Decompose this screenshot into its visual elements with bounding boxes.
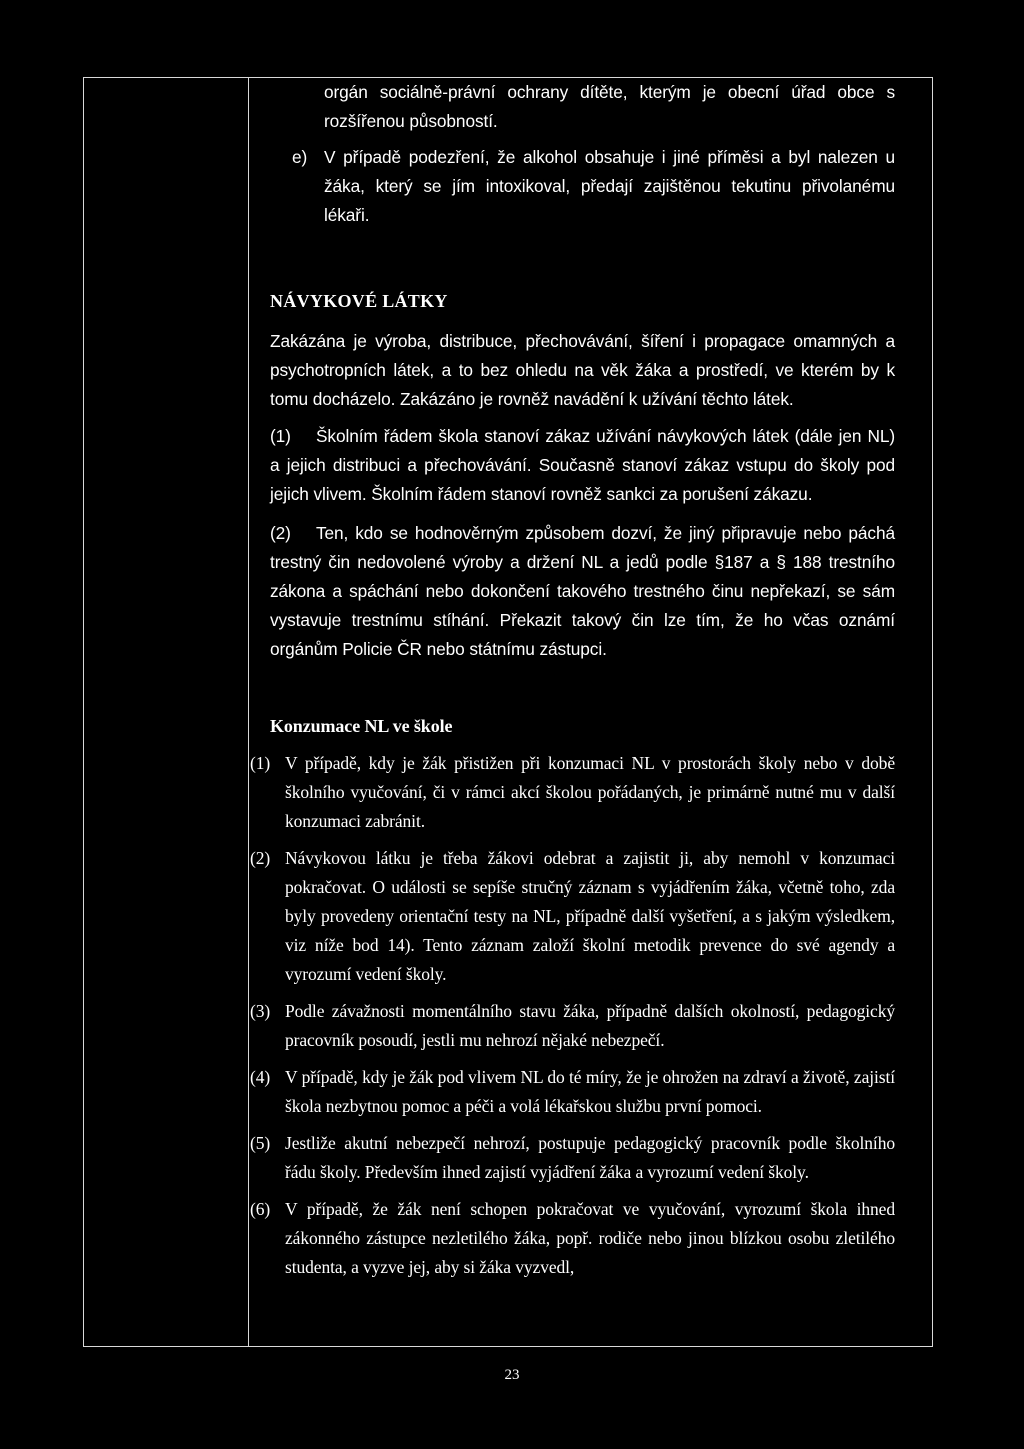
- section-title: NÁVYKOVÉ LÁTKY: [270, 291, 448, 311]
- list-item-number: (1): [250, 753, 271, 773]
- table-left-border: [83, 77, 84, 1347]
- list-item: [250, 1063, 895, 1121]
- section-paragraph: Zakázána je výroba, distribuce, přechovávání, šíření i propagace omamných a psychotropních látek, a to bez ohledu na věk žáka a prostředí, ve kterém by k tomu docházelo. Zakázáno je rovněž navádění k užívání těchto látek.: [270, 331, 895, 409]
- list-item-text: V případě, kdy je žák pod vlivem NL do té míry, že je ohrožen na zdraví a životě, zajistí škola nezbytnou pomoc a péči a volá lékařskou službu první pomoci.: [285, 1067, 895, 1116]
- table-bottom-border: [83, 1346, 933, 1347]
- list-item: [250, 749, 895, 836]
- list-item-text: V případě, že žák není schopen pokračovat ve vyučování, vyrozumí škola ihned zákonného zástupce nezletilého žáka, popř. rodiče nebo jinou blízkou osobu zletilého studenta, a vyzve jej, aby si žáka vyzvedl,: [285, 1199, 895, 1277]
- numbered-paragraph: [270, 519, 895, 664]
- list-item: [250, 997, 895, 1055]
- numbered-paragraph: [270, 422, 895, 509]
- list-item-number: (4): [250, 1067, 271, 1087]
- table-column-divider: [248, 77, 249, 1347]
- list-item-text: Jestliže akutní nebezpečí nehrozí, postupuje pedagogický pracovník podle školního řádu školy. Především ihned zajistí vyjádření žáka a vyrozumí vedení školy.: [285, 1133, 895, 1182]
- list-item: [250, 1195, 895, 1282]
- list-item-text: V případě podezření, že alkohol obsahuje i jiné příměsi a byl nalezen u žáka, který se jím intoxikoval, předají zajištěnou tekutinu přivolanému lékaři.: [324, 147, 895, 225]
- list-item-text: Podle závažnosti momentálního stavu žáka, případně dalších okolností, pedagogický pracovník posoudí, jestli mu nehrozí nějaké nebezpečí.: [285, 1001, 895, 1050]
- list-item-e: [270, 143, 895, 230]
- paragraph-text: Ten, kdo se hodnověrným způsobem dozví, že jiný připravuje nebo páchá trestný čin nedovolené výroby a držení NL a jedů podle §187 a § 188 trestního zákona a spáchání nebo dokončení takového trestného činu nepřekazí, se sám vystavuje trestnímu stíhání. Překazit takový čin lze tím, že ho včas oznámí orgánům Policie ČR nebo státnímu zástupci.: [270, 523, 895, 659]
- list-item-number: (3): [250, 1001, 271, 1021]
- list-item-text: Návykovou látku je třeba žákovi odebrat a zajistit ji, aby nemohl v konzumaci pokračovat. O události se sepíše stručný záznam s vyjádřením žáka, včetně toho, zda byly provedeny orientační testy na NL, případně další vyšetření, a s jakým výsledkem, viz níže bod 14). Tento záznam založí školní metodik prevence do své agendy a vyrozumí vedení školy.: [285, 848, 895, 984]
- list-item-number: (6): [250, 1199, 271, 1219]
- document-content: [250, 78, 895, 1282]
- list-item: [250, 844, 895, 989]
- paragraph-text: Školním řádem škola stanoví zákaz užívání návykových látek (dále jen NL) a jejich distribuci a přechovávání. Současně stanoví zákaz vstupu do školy pod jejich vlivem. Školním řádem stanoví rovněž sankci za porušení zákazu.: [270, 426, 895, 504]
- page-number: 23: [504, 1367, 520, 1383]
- subsection-title: Konzumace NL ve škole: [270, 716, 453, 736]
- table-right-border: [932, 77, 933, 1347]
- intro-text: orgán sociálně-právní ochrany dítěte, kterým je obecní úřad obce s rozšířenou působností.: [324, 82, 895, 131]
- list-item-text: V případě, kdy je žák přistižen při konzumaci NL v prostorách školy nebo v době školního vyučování, či v rámci akcí školou pořádaných, je primárně nutné mu v další konzumaci zabránit.: [285, 753, 895, 831]
- list-marker: e): [292, 147, 308, 167]
- list-item-number: (5): [250, 1133, 271, 1153]
- list-item: [250, 1129, 895, 1187]
- list-item-number: (2): [250, 848, 271, 868]
- paragraph-number: (2): [270, 523, 291, 543]
- paragraph-number: (1): [270, 426, 291, 446]
